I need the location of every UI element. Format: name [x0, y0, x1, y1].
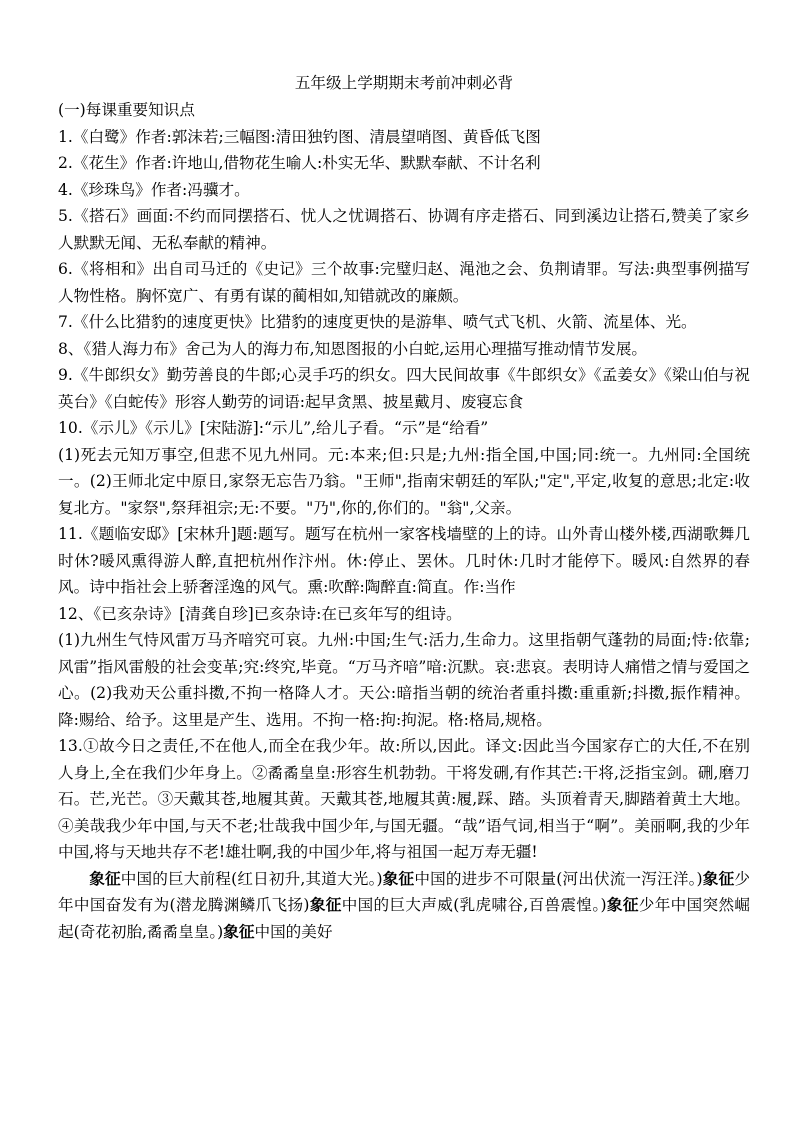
symbol-keyword: 象征	[382, 868, 415, 888]
symbol-text: 中国的美好	[254, 922, 333, 941]
symbolism-paragraph	[58, 866, 750, 946]
item-6: 6.《将相和》出自司马迁的《史记》三个故事:完璧归赵、渑池之会、负荆请罪。写法:典型事例描写人物性格。胸怀宽广、有勇有谋的蔺相如,知错就改的廉颇。	[58, 260, 750, 305]
symbol-keyword: 象征	[606, 895, 639, 914]
symbol-keyword: 象征	[223, 921, 255, 941]
item-5: 5.《搭石》画面:不约而同摆搭石、忧人之忧调搭石、协调有序走搭石、同到溪边让搭石,赞美了家乡人默默无闻、无私奉献的精神。	[58, 207, 750, 252]
item-11: 11.《题临安邸》[宋林升]题:题写。题写在杭州一家客栈墙壁的上的诗。山外青山楼外楼,西湖歌舞几时休?暖风熏得游人醉,直把杭州作汴州。休:停止、罢休。几时休:几时才能停下。暖风:自然界的春风。诗中指社会上骄奢淫逸的风气。熏:吹醉:陶醉直:简直。作:当作	[58, 525, 750, 596]
symbol-text: 中国的进步不可限量(河出伏流一泻汪洋。)	[414, 869, 703, 888]
item-7: 7.《什么比猎豹的速度更快》比猎豹的速度更快的是游隼、喷气式飞机、火箭、流星体、光。	[58, 313, 697, 331]
symbol-keyword: 象征	[309, 895, 342, 914]
symbol-text: 中国的巨大前程(红日初升,其道大光。)	[120, 869, 383, 888]
page-title: 五年级上学期期末考前冲刺必背	[294, 74, 514, 92]
symbol-keyword: 象征	[89, 868, 121, 888]
item-10-notes: (1)死去元知万事空,但悲不见九州同。元:本来;但:只是;九州:指全国,中国;同:统一。九州同:全国统一。(2)王师北定中原日,家祭无忘告乃翁。"王师",指南宋朝廷的军队;"定",平定,收复的意思;北定:收复北方。"家祭",祭拜祖宗;无:不要。"乃",你的,你们的。"翁",父亲。	[58, 445, 750, 517]
symbol-text: 少年中国奋发有为(潜龙腾渊鳞爪飞扬)	[58, 869, 750, 914]
document-page	[58, 70, 750, 945]
item-9: 9.《牛郎织女》勤劳善良的牛郎;心灵手巧的织女。四大民间故事《牛郎织女》《孟姜女》《梁山伯与祝英台》《白蛇传》形容人勤劳的词语:起早贪黑、披星戴月、废寝忘食	[58, 366, 750, 411]
item-8: 8、《猎人海力布》舍己为人的海力布,知恩图报的小白蛇,运用心理描写推动情节发展。	[58, 339, 648, 358]
item-4: 4.《珍珠鸟》作者:冯骥才。	[58, 180, 250, 199]
symbol-text: 少年中国突然崛起(奇花初胎,矞矞皇皇。)	[58, 896, 750, 941]
symbol-keyword: 象征	[702, 868, 735, 888]
item-2: 2.《花生》作者:许地山,借物花生喻人:朴实无华、默默奉献、不计名利	[58, 154, 541, 172]
item-10-heading: 10.《示儿》《示儿》[宋陆游]:“示儿”,给儿子看。“示”是“给看”	[58, 419, 489, 437]
item-1: 1.《白鹭》作者:郭沫若;三幅图:清田独钓图、清晨望哨图、黄昏低飞图	[58, 127, 541, 146]
item-12-notes: (1)九州生气恃风雷万马齐喑究可哀。九州:中国;生气:活力,生命力。这里指朝气蓬勃的局面;恃:依靠;风雷”指风雷般的社会变革;究:终究,毕竟。“万马齐喑”喑:沉默。哀:悲哀。表明诗人痛惜之情与爱国之心。(2)我劝天公重抖擞,不拘一格降人才。天公:暗指当朝的统治者重抖擞:重重新;抖擞,振作精神。降:赐给、给予。这里是产生、选用。不拘一格:拘:拘泥。格:格局,规格。	[58, 631, 750, 729]
item-12-heading: 12、《已亥杂诗》[清龚自珍]已亥杂诗:在已亥年写的组诗。	[58, 604, 462, 623]
section-heading: (一)每课重要知识点	[58, 101, 195, 119]
item-13: 13.①故今日之责任,不在他人,而全在我少年。故:所以,因此。译文:因此当今国家存亡的大任,不在别人身上,全在我们少年身上。②矞矞皇皇:形容生机勃勃。干将发硎,有作其芒:干将,泛指宝剑。硎,磨刀石。芒,光芒。③天戴其苍,地履其黄。天戴其苍,地履其黄:履,踩、踏。头顶着青天,脚踏着黄土大地。④美哉我少年中国,与天不老;壮哉我中国少年,与国无疆。“哉”语气词,相当于“啊”。美丽啊,我的少年中国,将与天地共存不老!雄壮啊,我的中国少年,将与祖国一起万寿无疆!	[58, 737, 750, 861]
symbol-text: 中国的巨大声威(乳虎啸谷,百兽震惶。)	[341, 896, 607, 914]
